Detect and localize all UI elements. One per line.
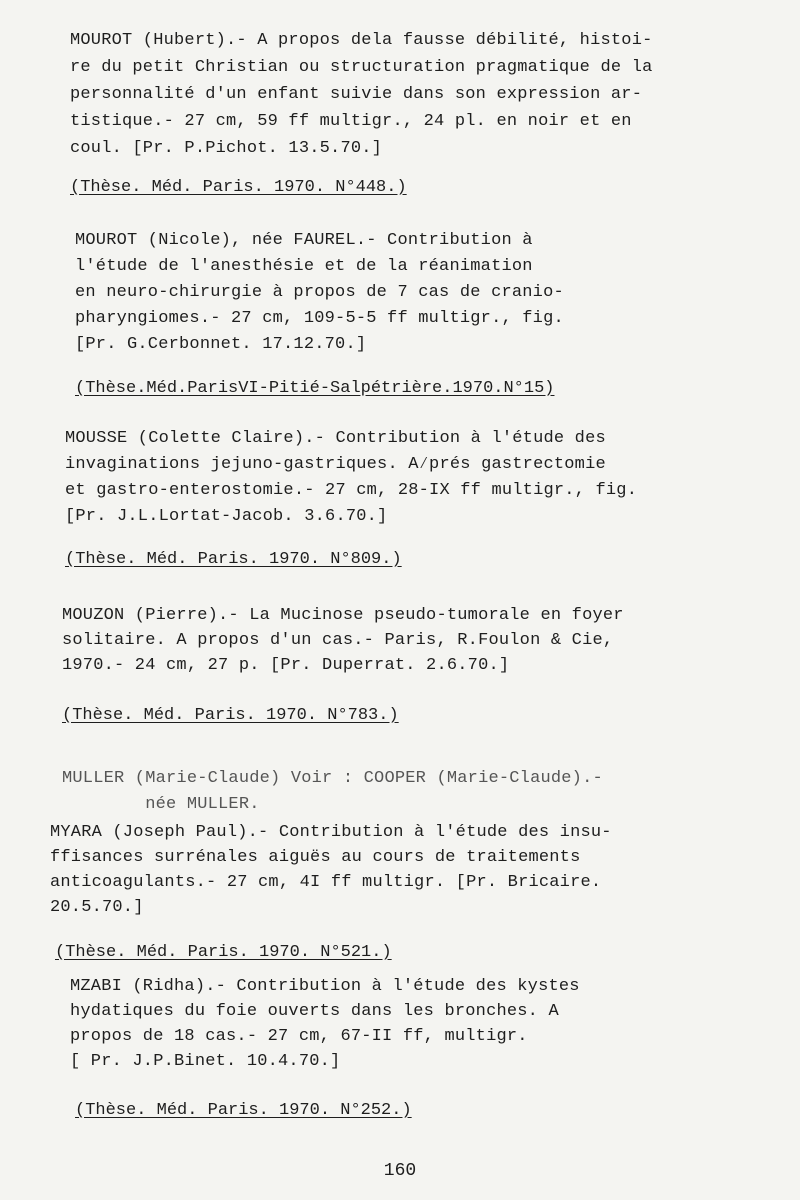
entry-line: invaginations jejuno-gastriques. A⁄prés gastrectomie xyxy=(65,455,606,474)
entry-line: MOUROT (Nicole), née FAUREL.- Contribution à xyxy=(75,231,533,250)
entry-line: solitaire. A propos d'un cas.- Paris, R.Foulon & Cie, xyxy=(62,631,614,650)
entry-source: (Thèse. Méd. Paris. 1970. N°783.) xyxy=(62,706,399,725)
entry-line: [Pr. J.L.Lortat-Jacob. 3.6.70.] xyxy=(65,507,388,526)
entry-line: MZABI (Ridha).- Contribution à l'étude des kystes xyxy=(70,977,580,996)
entry-line: [Pr. G.Cerbonnet. 17.12.70.] xyxy=(75,335,367,354)
entry-line: 20.5.70.] xyxy=(50,898,144,917)
entry-source: (Thèse. Méd. Paris. 1970. N°809.) xyxy=(65,550,402,569)
entry-line: propos de 18 cas.- 27 cm, 67-II ff, multigr. xyxy=(70,1027,528,1046)
entry-line: re du petit Christian ou structuration pragmatique de la xyxy=(70,58,653,77)
page-number: 160 xyxy=(383,1161,417,1181)
entry-line: MOUZON (Pierre).- La Mucinose pseudo-tumorale en foyer xyxy=(62,606,624,625)
entry-line: MOUSSE (Colette Claire).- Contribution à l'étude des xyxy=(65,429,606,448)
entry-source: (Thèse.Méd.ParisVI-Pitié-Salpétrière.1970.N°15) xyxy=(75,379,555,398)
entry-line: MYARA (Joseph Paul).- Contribution à l'étude des insu- xyxy=(50,823,612,842)
entry-line: [ Pr. J.P.Binet. 10.4.70.] xyxy=(70,1052,341,1071)
entry-source: (Thèse. Méd. Paris. 1970. N°521.) xyxy=(55,943,392,962)
entry-line: personnalité d'un enfant suivie dans son expression ar- xyxy=(70,85,643,104)
entry-line: pharyngiomes.- 27 cm, 109-5-5 ff multigr., fig. xyxy=(75,309,564,328)
entry-line: hydatiques du foie ouverts dans les bronches. A xyxy=(70,1002,559,1021)
entry-line: née MULLER. xyxy=(62,795,260,814)
entry-line: MULLER (Marie-Claude) Voir : COOPER (Marie-Claude).- xyxy=(62,769,603,788)
entry-source: (Thèse. Méd. Paris. 1970. N°448.) xyxy=(70,178,407,197)
entry-line: coul. [Pr. P.Pichot. 13.5.70.] xyxy=(70,139,383,158)
entry-line: MOUROT (Hubert).- A propos dela fausse débilité, histoi- xyxy=(70,31,653,50)
entry-line: anticoagulants.- 27 cm, 4I ff multigr. [Pr. Bricaire. xyxy=(50,873,602,892)
entry-line: en neuro-chirurgie à propos de 7 cas de cranio- xyxy=(75,283,564,302)
entry-line: ffisances surrénales aiguës au cours de traitements xyxy=(50,848,581,867)
entry-line: l'étude de l'anesthésie et de la réanimation xyxy=(75,257,533,276)
entry-source: (Thèse. Méd. Paris. 1970. N°252.) xyxy=(75,1101,412,1120)
entry-line: tistique.- 27 cm, 59 ff multigr., 24 pl. en noir et en xyxy=(70,112,632,131)
entry-line: 1970.- 24 cm, 27 p. [Pr. Duperrat. 2.6.70.] xyxy=(62,656,510,675)
entry-line: et gastro-enterostomie.- 27 cm, 28-IX ff multigr., fig. xyxy=(65,481,638,500)
